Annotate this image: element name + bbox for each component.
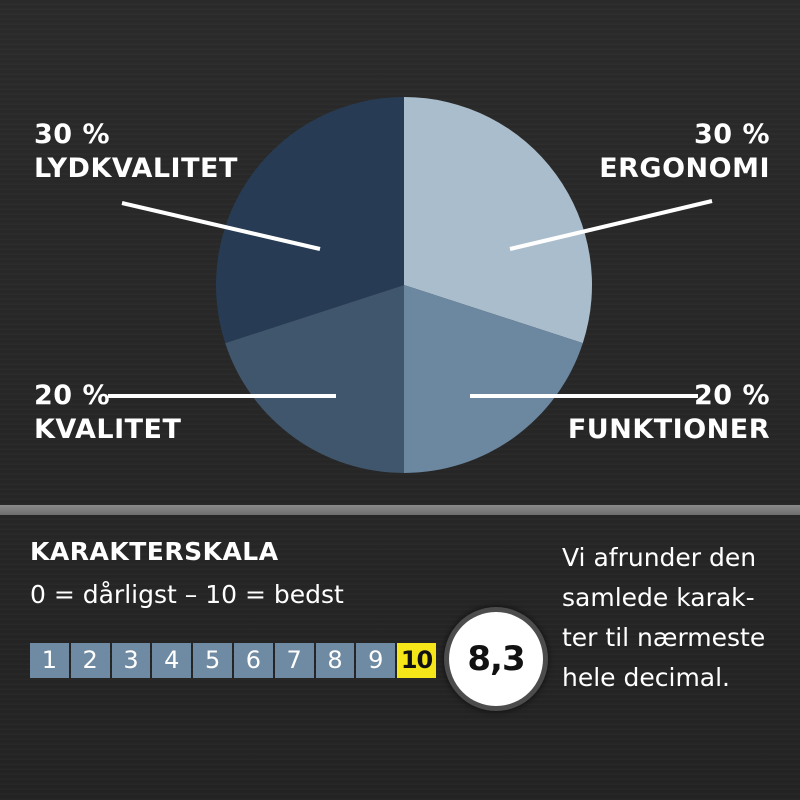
grade-step-4: 4 xyxy=(152,643,191,678)
grade-step-3: 3 xyxy=(112,643,151,678)
grade-step-8: 8 xyxy=(316,643,355,678)
grade-scale xyxy=(30,643,436,678)
grade-step-9: 9 xyxy=(356,643,395,678)
note-line: hele decimal. xyxy=(562,663,731,692)
slice-name-funktioner: FUNKTIONER xyxy=(567,414,770,445)
note-line: samlede karak- xyxy=(562,583,755,612)
score-value: 8,3 xyxy=(467,639,525,679)
slice-name-kvalitet: KVALITET xyxy=(34,414,182,445)
slice-label-kvalitet xyxy=(34,379,181,447)
score-badge xyxy=(449,612,543,706)
note-line: Vi afrunder den xyxy=(562,543,757,572)
slice-label-ergonomi xyxy=(599,118,770,186)
grade-step-6: 6 xyxy=(234,643,273,678)
slice-name-lydkvalitet: LYDKVALITET xyxy=(34,153,238,184)
grade-step-10: 10 xyxy=(397,643,436,678)
slice-value-ergonomi: 30 % xyxy=(693,119,770,150)
grade-step-5: 5 xyxy=(193,643,232,678)
slice-value-kvalitet: 20 % xyxy=(34,380,111,411)
section-divider xyxy=(0,505,800,515)
rounding-note xyxy=(562,538,787,698)
slice-label-funktioner xyxy=(568,379,770,447)
scale-heading: KARAKTERSKALA xyxy=(30,537,279,566)
grade-step-7: 7 xyxy=(275,643,314,678)
grade-step-2: 2 xyxy=(71,643,110,678)
slice-value-funktioner: 20 % xyxy=(693,380,770,411)
slice-value-lydkvalitet: 30 % xyxy=(34,119,111,150)
slice-label-lydkvalitet xyxy=(34,118,238,186)
scale-description: 0 = dårligst – 10 = bedst xyxy=(30,580,344,609)
grade-step-1: 1 xyxy=(30,643,69,678)
slice-name-ergonomi: ERGONOMI xyxy=(599,153,770,184)
note-line: ter til nærmeste xyxy=(562,623,766,652)
